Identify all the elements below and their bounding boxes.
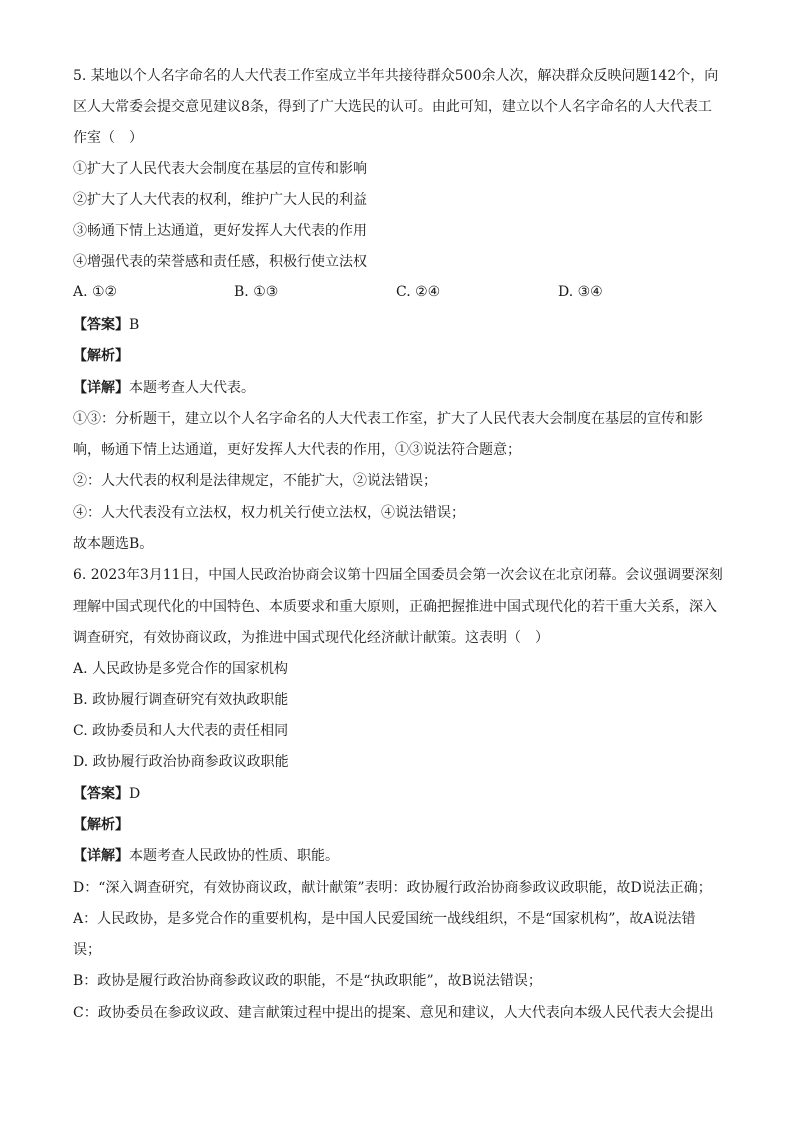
q6-detail-text: 本题考查人民政协的性质、职能。 <box>129 848 339 864</box>
q5-item-1: ①扩大了人民代表大会制度在基层的宣传和影响 <box>73 161 367 177</box>
q6-explanation-4: B：政协是履行政治协商参政议政的职能，不是“执政职能”，故B说法错误； <box>73 973 542 989</box>
q5-detail-label: 【详解】 <box>73 380 129 396</box>
q6-stem-line-3: 调查研究，有效协商议政，为推进中国式现代化经济献计献策。这表明（ ） <box>73 630 549 646</box>
q6-option-c: C. 政协委员和人大代表的责任相同 <box>73 723 289 739</box>
q5-explanation-5: 故本题选B。 <box>73 536 154 552</box>
q5-explanation-1: ①③：分析题干，建立以个人名字命名的人大代表工作室，扩大了人民代表大会制度在基层的宣传和影 <box>73 411 703 427</box>
q6-answer <box>73 784 723 804</box>
q5-explanation-2: 响，畅通下情上达通道，更好发挥人大代表的作用，①③说法符合题意； <box>73 442 521 458</box>
q5-detail <box>73 378 723 398</box>
q5-answer <box>73 315 723 335</box>
q5-answer-label: 【答案】 <box>73 317 129 333</box>
q5-item-3: ③畅通下情上达通道，更好发挥人大代表的作用 <box>73 223 367 239</box>
q5-stem-line-3: 作室（ ） <box>73 130 143 146</box>
q6-detail <box>73 846 723 866</box>
q5-option-c: C. ②④ <box>396 284 441 300</box>
q5-item-4: ④增强代表的荣誉感和责任感，积极行使立法权 <box>73 254 367 270</box>
q5-analysis-label: 【解析】 <box>73 348 129 364</box>
q6-explanation-1: D：“深入调查研究，有效协商议政，献计献策”表明：政协履行政治协商参政议政职能，故D说法正确； <box>73 880 712 896</box>
q6-analysis-label: 【解析】 <box>73 817 129 833</box>
q5-option-d: D. ③④ <box>558 284 603 300</box>
q5-option-b: B. ①③ <box>234 284 279 300</box>
q6-detail-label: 【详解】 <box>73 848 129 864</box>
q6-explanation-2: A：人民政协，是多党合作的重要机构，是中国人民爱国统一战线组织，不是“国家机构”，故A说法错 <box>73 911 696 927</box>
q6-stem-line-2: 理解中国式现代化的中国特色、本质要求和重大原则，正确把握推进中国式现代化的若干重大关系，深入 <box>73 599 717 615</box>
q5-detail-text: 本题考查人大代表。 <box>129 380 255 396</box>
q6-option-b: B. 政协履行调查研究有效执政职能 <box>73 692 289 708</box>
q6-option-d: D. 政协履行政治协商参政议政职能 <box>73 754 289 770</box>
q6-option-a: A. 人民政协是多党合作的国家机构 <box>73 661 289 677</box>
q6-answer-value: D <box>129 786 141 802</box>
q6-stem-line-1: 6. 2023年3月11日，中国人民政治协商会议第十四届全国委员会第一次会议在北京闭幕。会议强调要深刻 <box>73 567 723 583</box>
q5-stem-line-1: 5. 某地以个人名字命名的人大代表工作室成立半年共接待群众500余人次，解决群众反映问题142个，向 <box>73 68 719 84</box>
q5-analysis <box>73 346 723 366</box>
q5-stem-line-2: 区人大常委会提交意见建议8条，得到了广大选民的认可。由此可知，建立以个人名字命名的人大代表工 <box>73 99 712 115</box>
q6-explanation-3: 误； <box>73 942 101 958</box>
q5-explanation-4: ④：人大代表没有立法权，权力机关行使立法权，④说法错误； <box>73 505 465 521</box>
q5-option-a: A. ①② <box>73 284 118 300</box>
q5-item-2: ②扩大了人大代表的权利，维护广大人民的利益 <box>73 192 367 208</box>
q6-explanation-5: C：政协委员在参政议政、建言献策过程中提出的提案、意见和建议，人大代表向本级人民代表大会提出 <box>73 1005 714 1021</box>
q5-explanation-3: ②：人大代表的权利是法律规定，不能扩大，②说法错误； <box>73 473 437 489</box>
q5-answer-value: B <box>129 317 140 333</box>
q6-analysis <box>73 815 723 835</box>
q6-answer-label: 【答案】 <box>73 786 129 802</box>
